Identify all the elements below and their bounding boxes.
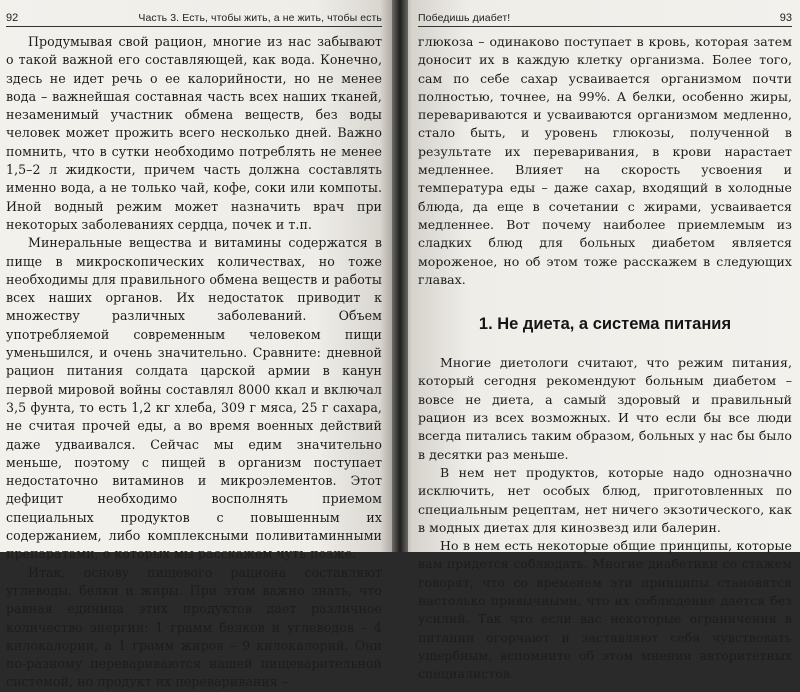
left-page-number: 92 xyxy=(6,12,19,24)
right-paragraph-3: Но в нем есть некоторые общие принципы, которые вам придется соблюдать. Многие диабетики со стажем говорят, что со временем эти принципы становятся настолько привычными, что их соблюдение дается без усилий. Так что если вас некоторые ограничения в питании огорчают и заставляют себя чувствовать ущербным, вспомните об этом мнении авторитетных специалистов. xyxy=(418,538,792,682)
right-page-header xyxy=(418,0,792,27)
left-paragraph-2: Минеральные вещества и витамины содержатся в пище в микроскопических количествах, но тоже необходимы для правильного обмена веществ и работы всех наших органов. Их недостаток приводит к множеству различных заболеваний. Объем употребляемой современным человеком пищи уменьшился, и очень значительно. Сравните: дневной рацион питания солдата царской армии в канун первой мировой войны составлял 8000 ккал и включал 3,5 фунта, то есть 1,2 кг хлеба, 309 г мяса, 25 г сахара, не считая прочей еды, а во время военных действий даже удваивался. Сейчас мы едим значительно меньше, поэтому с пищей в организм поступает недостаточно витаминов и микроэлементов. Этот дефицит необходимо восполнять приемом специальных продуктов с повышенным их содержанием, либо комплексными поливитаминными препаратами, о которых мы расскажем чуть позже. xyxy=(6,235,382,562)
left-page-text xyxy=(6,33,382,692)
right-page-text xyxy=(418,33,792,684)
left-page xyxy=(0,0,396,690)
right-paragraph-continued: глюкоза – одинаково поступает в кровь, которая затем доносит их в каждую клетку организма. Более того, сам по себе сахар усваивается организмом почти полностью, точнее, на 99%. А белки, особенно жиры, перевариваются и усваиваются организмом медленно, стало быть, и уровень глюкозы, полученной в результате их переваривания, в крови нарастает медленнее. Влияет на скорость усвоения и температура еды – даже сахар, входящий в холодные блюда, да еще в сочетании с жирами, усваивается медленнее. Вот почему наиболее приемлемым из сладких блюд для больных диабетом является мороженое, но об этом тоже расскажем в следующих главах. xyxy=(418,34,792,287)
right-paragraph-2: В нем нет продуктов, которые надо однозначно исключить, нет особых блюд, приготовленных по специальным рецептам, нет ничего экзотического, как в модных диетах для кинозвезд или балерин. xyxy=(418,464,792,535)
right-running-title: Победишь диабет! xyxy=(418,12,511,24)
section-heading: 1. Не диета, а система питания xyxy=(478,315,732,334)
book-gutter xyxy=(392,0,408,552)
right-paragraph-1: Многие диетологи считают, что режим питания, который сегодня рекомендуют больным диабетом – вовсе не диета, а самый здоровый и правильный рацион из всех возможных. И что если бы все люди всегда питались таким образом, больных у нас бы было в десятки раз меньше. xyxy=(418,355,792,462)
left-paragraph-3: Итак, основу пищевого рациона составляют углеводы, белки и жиры. При этом важно знать, что равная единица этих продуктов дает различное количество энергии: 1 грамм белков и углеводов – 4 килокалории, а 1 грамм жиров – 9 килокалорий. Они по-разному перевариваются нашей пищеварительной системой, но продукт их переваривания – xyxy=(6,564,382,690)
right-page xyxy=(396,0,800,682)
left-running-title: Часть 3. Есть, чтобы жить, а не жить, чтобы есть xyxy=(138,12,382,24)
right-page-number: 93 xyxy=(779,12,792,24)
left-page-header xyxy=(6,0,382,27)
left-paragraph-1: Продумывая свой рацион, многие из нас забывают о такой важной его составляющей, как вода. Конечно, здесь не идет речь о ее калорийности, но не менее вода – важнейшая составная часть всех наших тканей, незаменимый участник обмена веществ, без воды человек может прожить всего несколько дней. Важно помнить, что в сутки необходимо потреблять не менее 1,5–2 л жидкости, причем часть должна составлять именно вода, а не только чай, кофе, соки или компоты. Иной водный режим может назначить врач при некоторых заболеваниях сердца, почек и т.п. xyxy=(6,34,382,232)
